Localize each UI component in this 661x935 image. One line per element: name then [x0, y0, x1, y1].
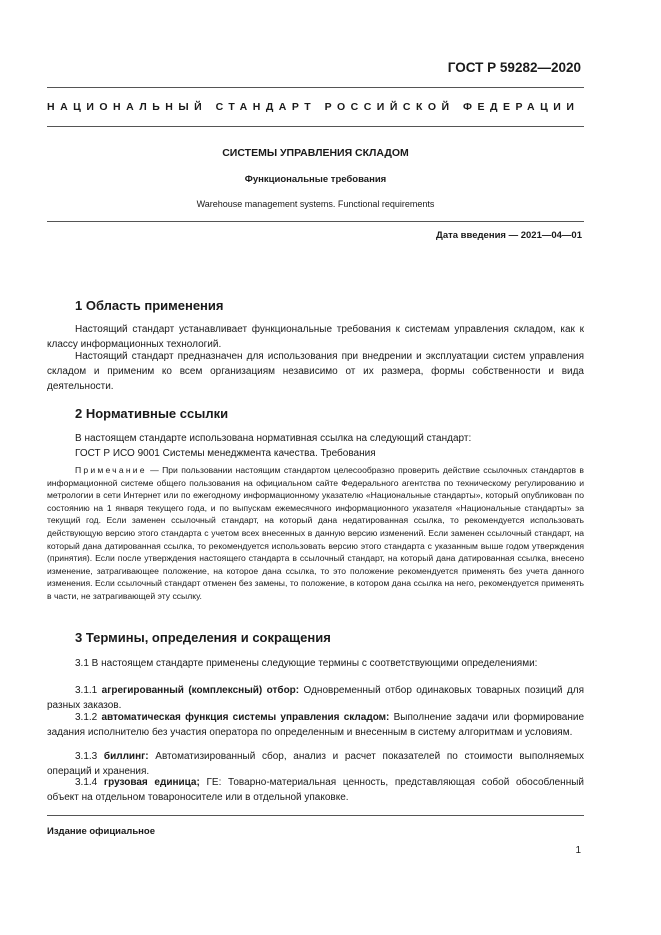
section-2-heading: 2 Нормативные ссылки [75, 406, 229, 421]
term-number: 3.1.3 [75, 751, 104, 762]
term-definition: Выполнение задачи или формирование задания исполнителю без участия оператора по определенным и внесенным в систему алгоритмам и условиям. [47, 712, 584, 738]
term-number: 3.1.2 [75, 712, 102, 723]
header-rule [47, 87, 584, 88]
term-name: агрегированный (комплексный) отбор: [101, 685, 300, 696]
term-number: 3.1.1 [75, 685, 102, 696]
term-name: биллинг: [103, 751, 149, 762]
term-number: 3.1.4 [75, 777, 104, 788]
section-3-heading: 3 Термины, определения и сокращения [75, 630, 331, 645]
page-number: 1 [575, 845, 581, 856]
term-3-1-1 [47, 683, 584, 713]
term-3-1-2 [47, 710, 584, 740]
national-standard-banner: НАЦИОНАЛЬНЫЙ СТАНДАРТ РОССИЙСКОЙ ФЕДЕРАЦИИ [47, 101, 580, 113]
official-edition-label: Издание официальное [47, 826, 155, 837]
term-name: грузовая единица; [103, 777, 200, 788]
document-title: СИСТЕМЫ УПРАВЛЕНИЯ СКЛАДОМ [222, 147, 409, 159]
term-definition: Автоматизированный сбор, анализ и расчет показателей по стоимости выполняемых операций и хранения. [47, 751, 584, 777]
note-label: Примечание [75, 465, 147, 475]
footer-rule [47, 815, 584, 816]
banner-rule [47, 126, 584, 127]
english-title: Warehouse management systems. Functional requirements [196, 199, 435, 209]
term-definition: ГЕ: Товарно-материальная ценность, представляющая собой обособленный объект на отдельном товароносителе или в отдельной упаковке. [47, 777, 585, 803]
document-subtitle: Функциональные требования [244, 174, 387, 185]
title-rule [47, 221, 584, 222]
reference-note [47, 464, 584, 603]
section-1-heading: 1 Область применения [75, 298, 224, 313]
section-3-paragraph-1: 3.1 В настоящем стандарте применены следующие термины с соответствующими определениями: [75, 658, 538, 669]
section-1-paragraph-2: Настоящий стандарт предназначен для использования при внедрении и эксплуатации систем управления складом и применим ко всем организациям независимо от их размера, формы собственности и вида деятельности. [47, 351, 584, 392]
term-name: автоматическая функция системы управления складом: [101, 712, 390, 723]
note-text: — При пользовании настоящим стандартом целесообразно проверить действие ссылочных стандартов в информационной системе общего пользования на официальном сайте Федерального агентства по техническому регулированию и метрологии в сети Интернет или по ежегодному информационному указателю «Национальные стандарты», который опубликован по состоянию на 1 января текущего года, и по выпускам ежемесячного информационного указателя «Национальные стандарты» за текущий год. Если заменен ссылочный стандарт, на который дана недатированная ссылка, то рекомендуется использовать действующую версию этого стандарта с учетом всех внесенных в данную версию изменений. Если заменен ссылочный стандарт, на который дана датированная ссылка, то рекомендуется использовать версию этого стандарта с указанным выше годом утверждения (принятия). Если после утверждения настоящего стандарта в ссылочный стандарт, на который дана датированная ссылка, внесено изменение, затрагивающее положение, на которое дана ссылка, то это положение рекомендуется применять без учета данного изменения. Если ссылочный стандарт отменен без замены, то положение, в котором дана ссылка на него, рекомендуется применять в части, не затрагивающей эту ссылку. [47, 465, 584, 601]
section-2-paragraph-1: В настоящем стандарте использована нормативная ссылка на следующий стандарт: [75, 433, 472, 444]
introduction-date: Дата введения — 2021—04—01 [436, 230, 582, 241]
normative-reference: ГОСТ Р ИСО 9001 Системы менеджмента качества. Требования [75, 448, 376, 459]
term-3-1-4 [47, 775, 584, 805]
gost-code: ГОСТ Р 59282—2020 [447, 60, 581, 75]
section-1-paragraph-1: Настоящий стандарт устанавливает функциональные требования к системам управления складом, как к классу информационных технологий. [47, 324, 584, 350]
term-definition: Одновременный отбор одинаковых товарных позиций для разных заказов. [47, 685, 584, 711]
